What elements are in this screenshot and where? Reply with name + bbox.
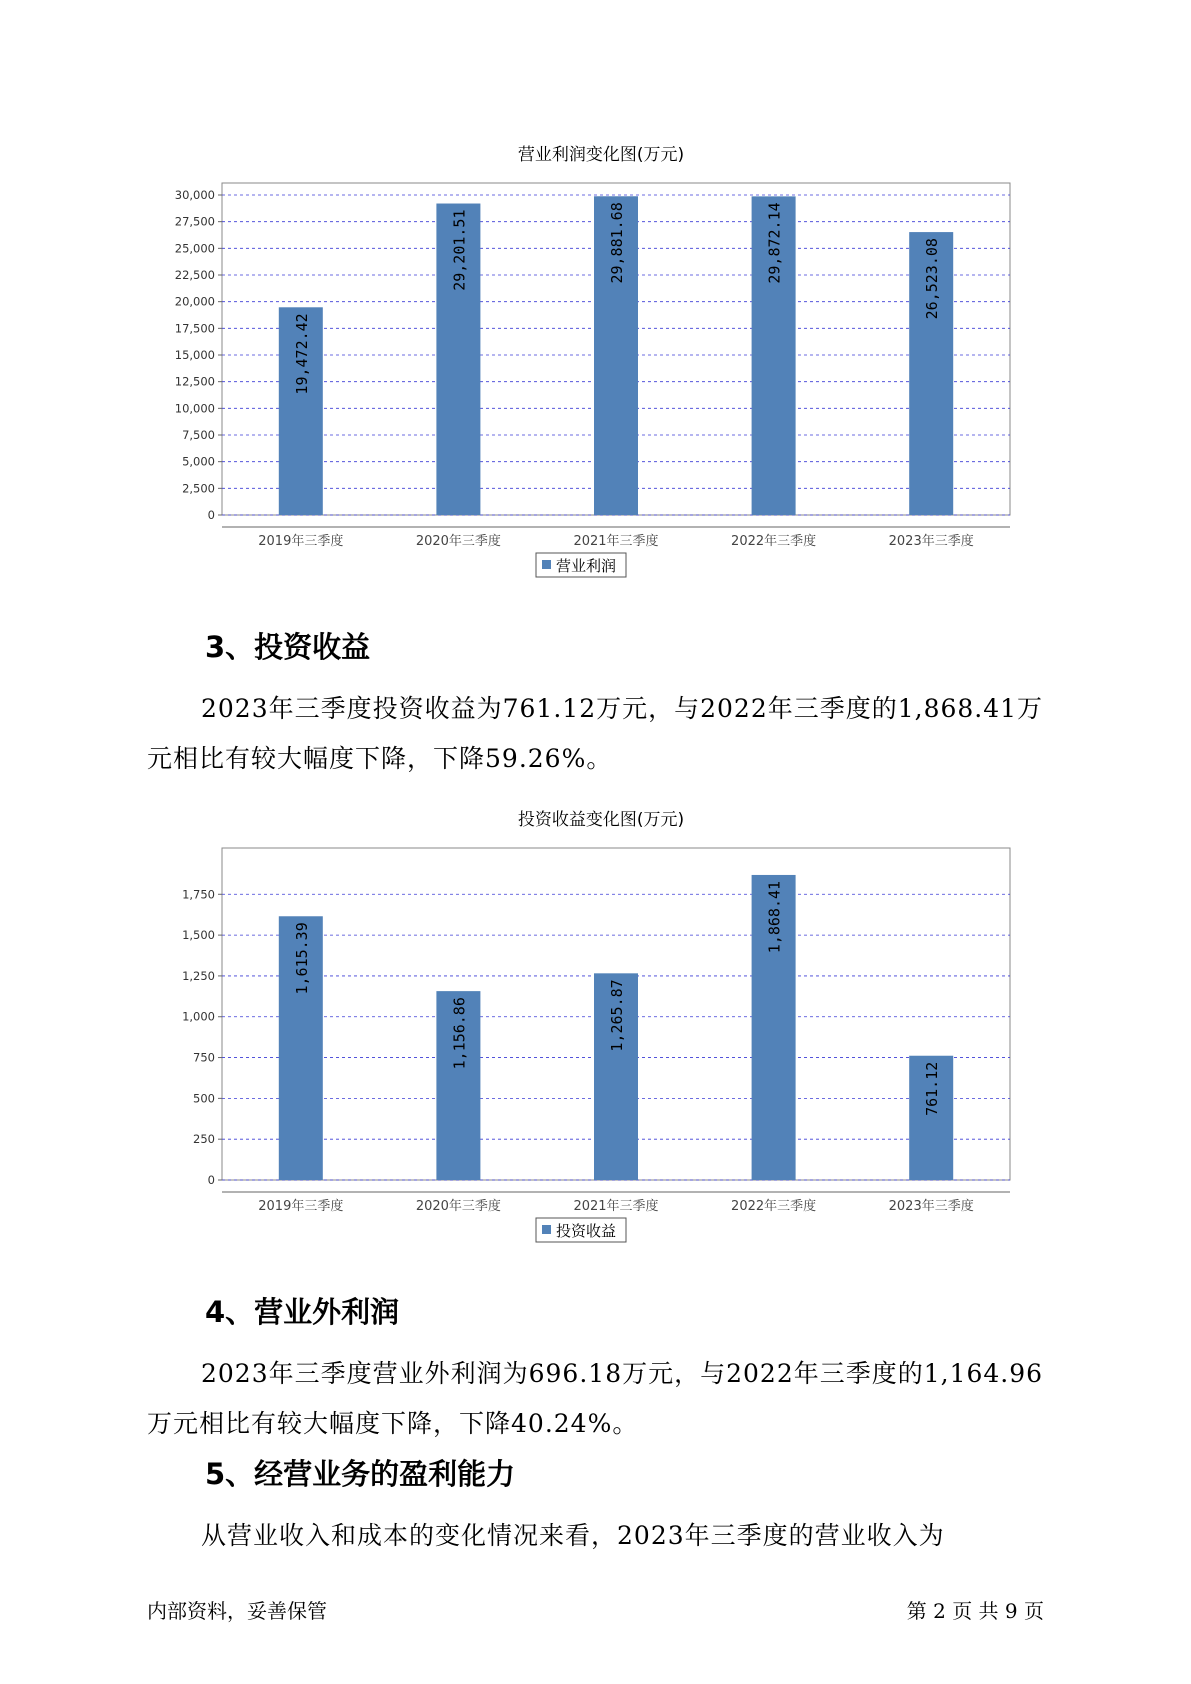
y-tick-label: 1,500 xyxy=(182,928,215,943)
y-tick-label: 750 xyxy=(193,1050,215,1065)
bar-value-label: 1,868.41 xyxy=(765,880,784,954)
y-tick-label: 17,500 xyxy=(174,321,215,336)
y-tick-label: 1,000 xyxy=(182,1009,215,1024)
bar-value-label: 1,265.87 xyxy=(608,979,626,1052)
y-tick-label: 20,000 xyxy=(174,294,215,309)
y-tick-label: 2,500 xyxy=(182,481,215,496)
section-3-line-1: 2023年三季度投资收益为761.12万元，与2022年三季度的1,868.41万 xyxy=(201,694,1044,723)
bar-value-label: 19,472.42 xyxy=(292,313,311,395)
bar-value-label: 1,156.86 xyxy=(450,997,469,1070)
y-tick-label: 500 xyxy=(193,1091,215,1106)
y-tick-label: 27,500 xyxy=(174,214,215,229)
category-label: 2021年三季度 xyxy=(573,1199,659,1214)
section-4-line-1: 2023年三季度营业外利润为696.18万元，与2022年三季度的1,164.96 xyxy=(201,1359,1044,1388)
y-tick-label: 250 xyxy=(193,1132,215,1147)
bar-value-label: 26,523.08 xyxy=(923,238,942,320)
category-label: 2020年三季度 xyxy=(415,1199,501,1214)
category-label: 2022年三季度 xyxy=(731,1199,817,1214)
y-tick-label: 1,250 xyxy=(182,968,215,983)
chart-title: 营业利润变化图(万元) xyxy=(517,145,685,165)
category-label: 2022年三季度 xyxy=(731,534,817,549)
y-tick-label: 30,000 xyxy=(174,188,215,202)
legend-label: 投资收益 xyxy=(556,1222,617,1240)
category-label: 2023年三季度 xyxy=(888,534,974,549)
section-4-heading: 4、营业外利润 xyxy=(205,1295,400,1329)
y-tick-label: 15,000 xyxy=(174,348,215,362)
category-label: 2019年三季度 xyxy=(258,534,344,549)
section-5-line-1: 从营业收入和成本的变化情况来看，2023年三季度的营业收入为 xyxy=(201,1521,945,1550)
section-5-paragraph xyxy=(147,1511,1047,1561)
operating-profit-chart-svg xyxy=(0,130,1191,595)
y-tick-label: 0 xyxy=(207,508,215,522)
legend-label: 营业利润 xyxy=(556,557,617,575)
footer-page-number: 第 2 页 共 9 页 xyxy=(906,1599,1044,1623)
section-4-line-2: 万元相比有较大幅度下降，下降40.24%。 xyxy=(147,1409,639,1438)
y-tick-label: 7,500 xyxy=(182,428,215,442)
y-tick-label: 1,750 xyxy=(182,887,215,902)
bar-value-label: 761.12 xyxy=(923,1061,942,1116)
investment-income-chart xyxy=(0,795,1191,1260)
section-4-paragraph xyxy=(147,1349,1047,1449)
y-tick-label: 22,500 xyxy=(174,268,215,282)
footer-confidential-note: 内部资料，妥善保管 xyxy=(147,1599,327,1623)
section-3-heading: 3、投资收益 xyxy=(205,630,371,664)
y-tick-label: 12,500 xyxy=(174,374,215,389)
category-label: 2021年三季度 xyxy=(573,534,659,549)
bar-value-label: 29,201.51 xyxy=(450,209,469,291)
y-tick-label: 10,000 xyxy=(174,401,215,416)
bar-value-label: 29,872.14 xyxy=(765,202,784,284)
legend-swatch xyxy=(542,560,551,569)
bar-value-label: 1,615.39 xyxy=(292,922,311,995)
legend-swatch xyxy=(542,1225,551,1234)
category-label: 2019年三季度 xyxy=(258,1199,344,1214)
chart-title: 投资收益变化图(万元) xyxy=(517,810,685,830)
category-label: 2020年三季度 xyxy=(415,534,501,549)
section-3-paragraph xyxy=(147,684,1047,784)
category-label: 2023年三季度 xyxy=(888,1199,974,1214)
y-tick-label: 5,000 xyxy=(182,454,215,469)
operating-profit-chart xyxy=(0,130,1191,595)
bar-value-label: 29,881.68 xyxy=(608,202,626,284)
y-tick-label: 0 xyxy=(207,1173,215,1187)
section-5-heading: 5、经营业务的盈利能力 xyxy=(205,1457,516,1491)
y-tick-label: 25,000 xyxy=(174,241,215,256)
investment-income-chart-svg xyxy=(0,795,1191,1260)
section-3-line-2: 元相比有较大幅度下降，下降59.26%。 xyxy=(147,744,613,773)
